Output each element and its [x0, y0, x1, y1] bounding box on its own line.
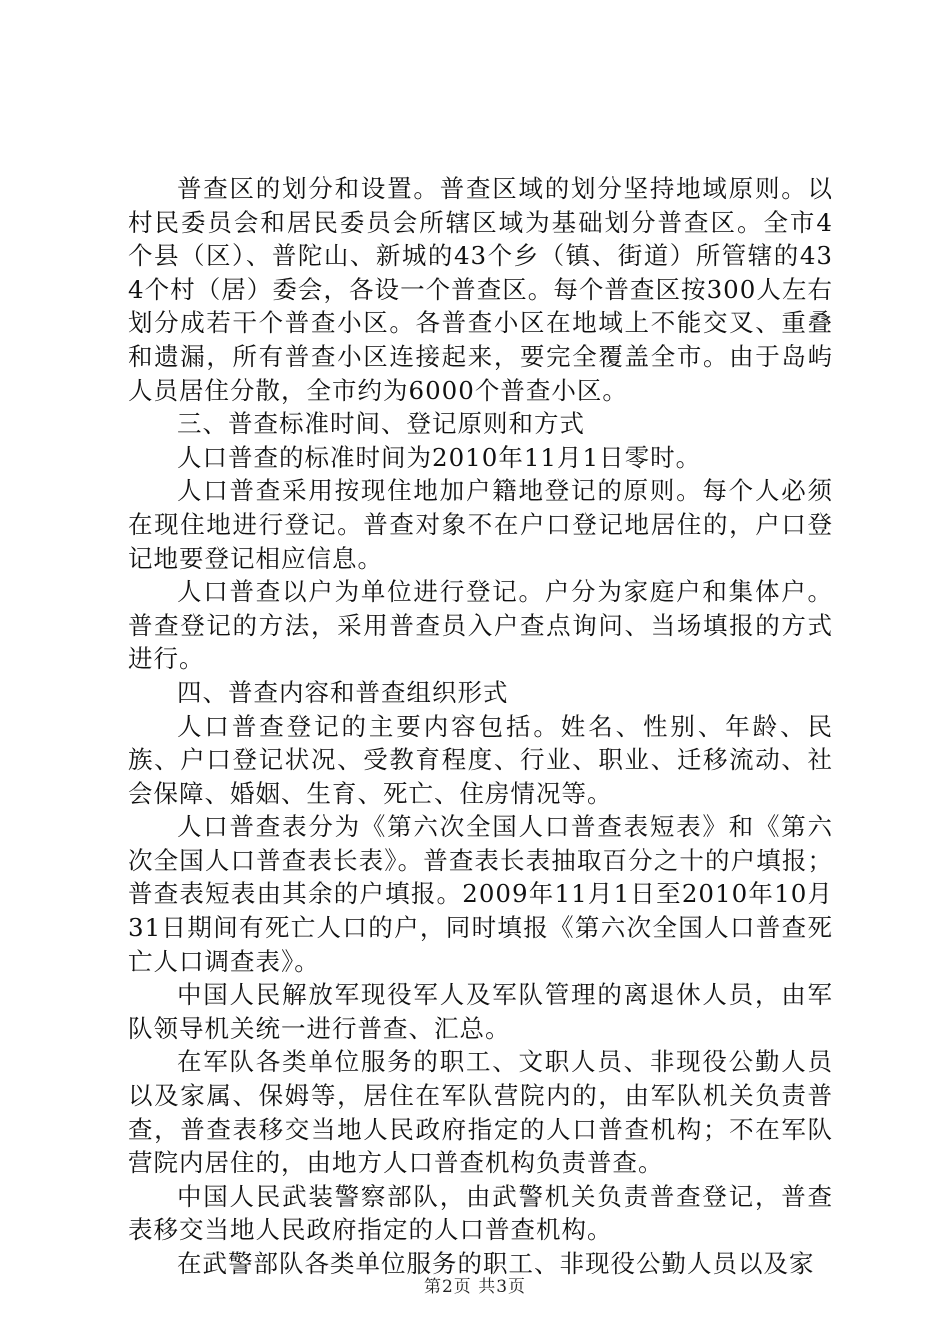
paragraph-standard-time: 人口普查的标准时间为2010年11月1日零时。 [177, 442, 702, 472]
paragraph-military-staff: 在军队各类单位服务的职工、文职人员、非现役公勤人员以及家属、保姆等，居住在军队营院内的，由军队机关负责普查，普查表移交当地人民政府指定的人口普查机构；不在军队营院内居住的，由地方人口普查机构负责普查。 [128, 1047, 833, 1178]
paragraph-registration-principle: 人口普查采用按现住地加户籍地登记的原则。每个人必须在现住地进行登记。普查对象不在户口登记地居住的，户口登记地要登记相应信息。 [128, 476, 833, 573]
paragraph-census-forms: 人口普查表分为《第六次全国人口普查表短表》和《第六次全国人口普查表长表》。普查表长表抽取百分之十的户填报；普查表短表由其余的户填报。2009年11月1日至2010年10月31日期间有死亡人口的户，同时填报《第六次全国人口普查死亡人口调查表》。 [128, 812, 833, 976]
paragraph-census-content: 人口普查登记的主要内容包括。姓名、性别、年龄、民族、户口登记状况、受教育程度、行业、职业、迁移流动、社会保障、婚姻、生育、死亡、住房情况等。 [128, 711, 833, 808]
paragraph-military: 中国人民解放军现役军人及军队管理的离退休人员，由军队领导机关统一进行普查、汇总。 [128, 980, 833, 1043]
paragraph-armed-police-staff: 在武警部队各类单位服务的职工、非现役公勤人员以及家 [177, 1249, 815, 1278]
page-number-footer: 第2页 共3页 [423, 1277, 527, 1297]
paragraph-census-area: 普查区的划分和设置。普查区域的划分坚持地域原则。以村民委员会和居民委员会所辖区域为基础划分普查区。全市4个县（区）、普陀山、新城的43个乡（镇、街道）所管辖的434个村（居）委会，各设一个普查区。每个普查区按300人左右划分成若干个普查小区。各普查小区在地域上不能交叉、重叠和遗漏，所有普查小区连接起来，要完全覆盖全市。由于岛屿人员居住分散，全市约为6000个普查小区。 [128, 174, 833, 405]
document-body [128, 172, 833, 1281]
section-heading-4: 四、普查内容和普查组织形式 [177, 677, 509, 707]
paragraph-armed-police: 中国人民武装警察部队，由武警机关负责普查登记，普查表移交当地人民政府指定的人口普查机构。 [128, 1181, 833, 1245]
paragraph-registration-method: 人口普查以户为单位进行登记。户分为家庭户和集体户。普查登记的方法，采用普查员入户查点询问、当场填报的方式进行。 [128, 577, 833, 674]
section-heading-3: 三、普查标准时间、登记原则和方式 [177, 409, 585, 439]
